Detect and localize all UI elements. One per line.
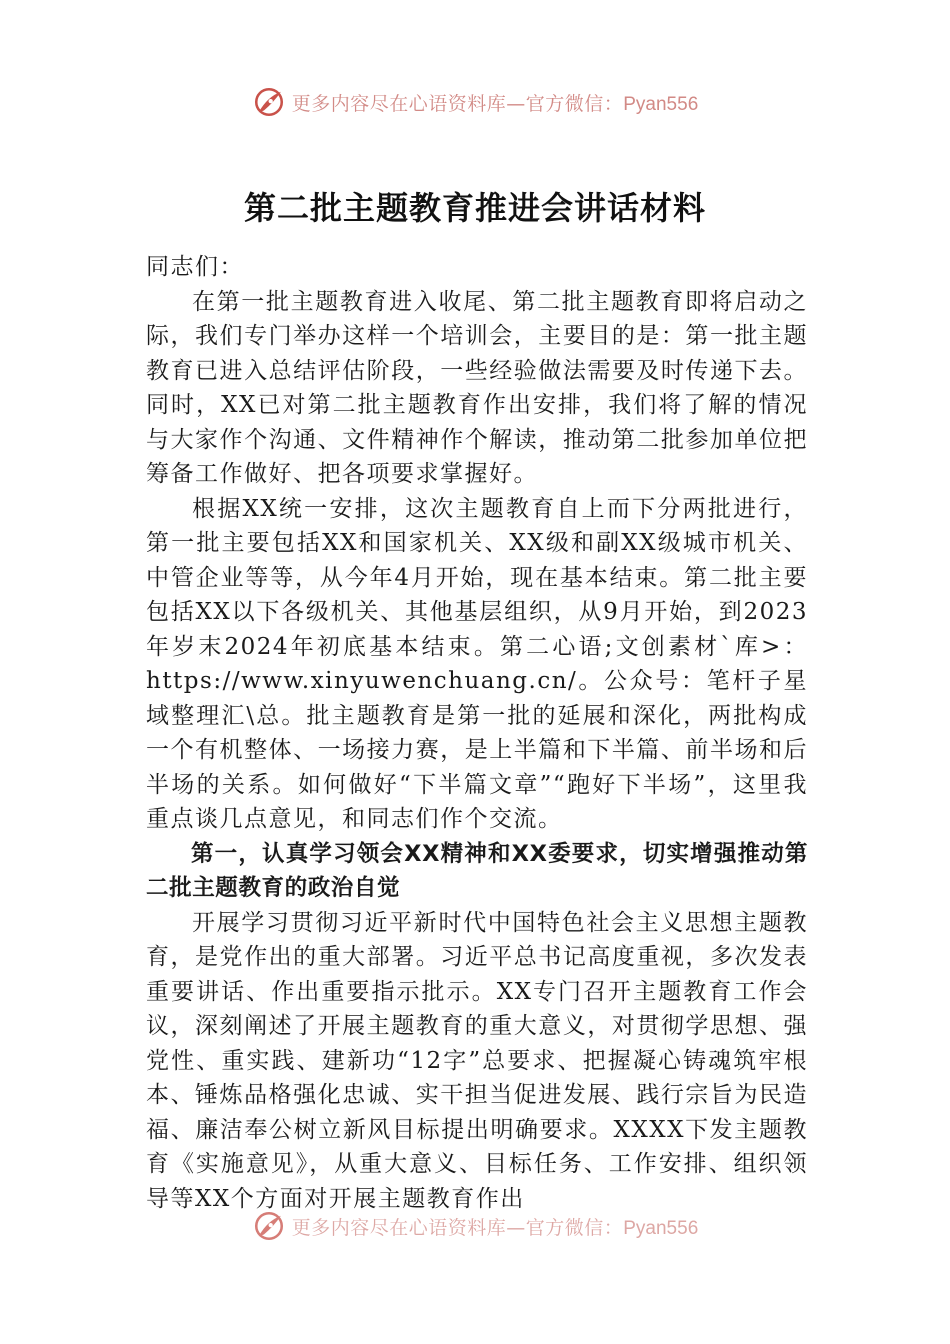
pen-nib-logo-icon [252, 85, 286, 119]
document-title: 第二批主题教育推进会讲话材料 [243, 189, 706, 227]
paragraph-2: 根据XX统一安排，这次主题教育自上而下分两批进行，第一批主要包括XX和国家机关、XX级和副XX级城市机关、中管企业等等，从今年4月开始，现在基本结束。第二批主要包括XX以下各级机关、其他基层组织，从9月开始，到2023年岁末2024年初底基本结束。第二心语;文创素材`库>：https://www.xinyuwenchuang.cn/。公众号：笔杆子星域整理汇\总。批主题教育是第一批的延展和深化，两批构成一个有机整体、一场接力赛，是上半篇和下半篇、前半场和后半场的关系。如何做好“下半篇文章”“跑好下半场”，这里我重点谈几点意见，和同志们作个交流。 [146, 495, 808, 832]
document-body [146, 250, 808, 1216]
section-heading-1: 第一，认真学习领会XX精神和XX委要求，切实增强推动第二批主题教育的政治自觉 [146, 840, 808, 901]
header-watermark-text: 更多内容尽在心语资料库—官方微信：Pyan556 [291, 92, 699, 115]
pen-nib-logo-icon [252, 1209, 286, 1243]
footer-watermark-text: 更多内容尽在心语资料库—官方微信：Pyan556 [291, 1216, 699, 1239]
watermark-handle: Pyan556 [623, 1217, 699, 1239]
salutation: 同志们： [146, 254, 244, 280]
watermark-handle: Pyan556 [623, 93, 699, 115]
section-1-paragraph: 开展学习贯彻习近平新时代中国特色社会主义思想主题教育，是党作出的重大部署。习近平总书记高度重视，多次发表重要讲话、作出重要指示批示。XX专门召开主题教育工作会议，深刻阐述了开展主题教育的重大意义，对贯彻学思想、强党性、重实践、建新功“12字”总要求、把握凝心铸魂筑牢根本、锤炼品格强化忠诚、实干担当促进发展、践行宗旨为民造福、廉洁奉公树立新风目标提出明确要求。XXXX下发主题教育《实施意见》，从重大意义、目标任务、工作安排、组织领导等XX个方面对开展主题教育作出 [146, 909, 808, 1212]
footer-watermark [0, 1206, 950, 1246]
paragraph-1: 在第一批主题教育进入收尾、第二批主题教育即将启动之际，我们专门举办这样一个培训会，主要目的是：第一批主题教育已进入总结评估阶段，一些经验做法需要及时传递下去。同时，XX已对第二批主题教育作出安排，我们将了解的情况与大家作个沟通、文件精神作个解读，推动第二批参加单位把筹备工作做好、把各项要求掌握好。 [146, 288, 808, 487]
header-watermark [0, 82, 950, 122]
